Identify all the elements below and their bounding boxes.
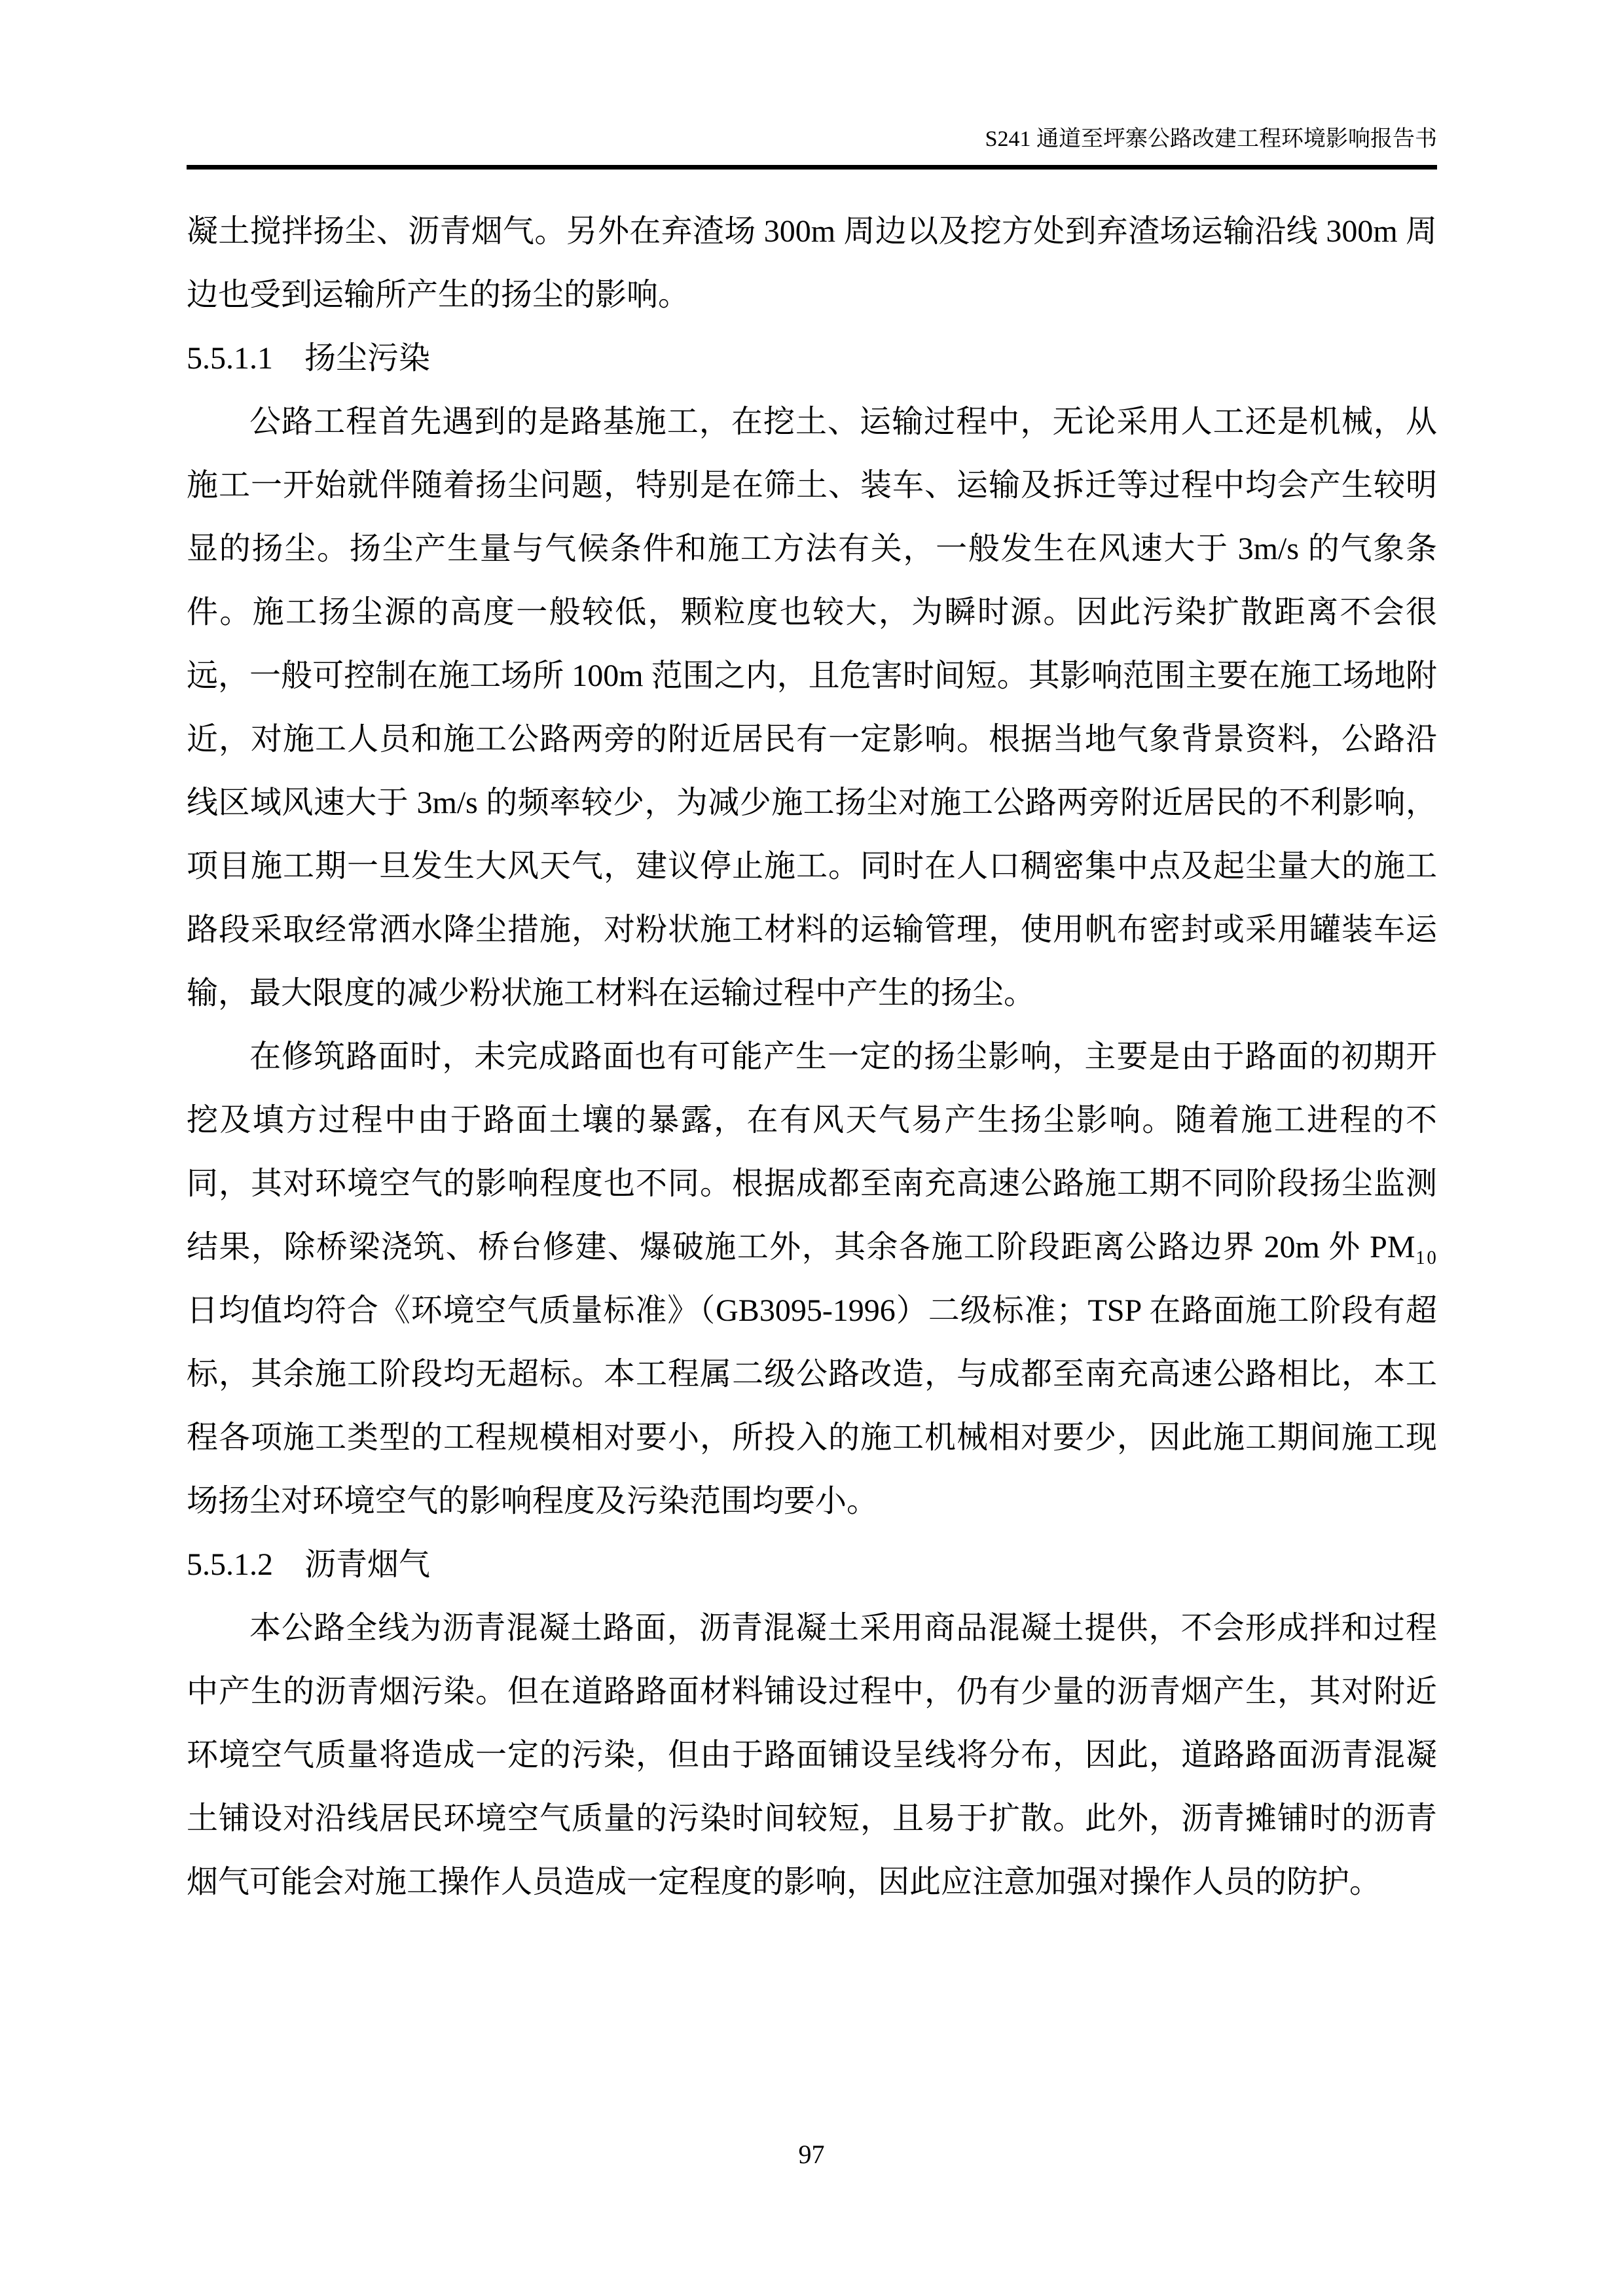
page-footer (0, 2139, 1623, 2170)
page-header (187, 126, 1437, 170)
document-body (187, 200, 1437, 1914)
header-title: S241 通道至坪寨公路改建工程环境影响报告书 (985, 127, 1437, 151)
paragraph-dust-pollution: 公路工程首先遇到的是路基施工，在挖土、运输过程中，无论采用人工还是机械，从施工一开始就伴随着扬尘问题，特别是在筛土、装车、运输及拆迁等过程中均会产生较明显的扬尘。扬尘产生量与气候条件和施工方法有关，一般发生在风速大于 3m/s 的气象条件。施工扬尘源的高度一般较低，颗粒度也较大，为瞬时源。因此污染扩散距离不会很远，一般可控制在施工场所 100m 范围之内，且危害时间短。其影响范围主要在施工场地附近，对施工人员和施工公路两旁的附近居民有一定影响。根据当地气象背景资料，公路沿线区域风速大于 3m/s 的频率较少，为减少施工扬尘对施工公路两旁附近居民的不利影响，项目施工期一旦发生大风天气，建议停止施工。同时在人口稠密集中点及起尘量大的施工路段采取经常洒水降尘措施，对粉状施工材料的运输管理，使用帆布密封或采用罐装车运输，最大限度的减少粉状施工材料在运输过程中产生的扬尘。 (187, 404, 1437, 1011)
paragraph-asphalt-fume: 本公路全线为沥青混凝土路面，沥青混凝土采用商品混凝土提供，不会形成拌和过程中产生的沥青烟污染。但在道路路面材料铺设过程中，仍有少量的沥青烟产生，其对附近环境空气质量将造成一定的污染，但由于路面铺设呈线将分布，因此，道路路面沥青混凝土铺设对沿线居民环境空气质量的污染时间较短，且易于扩散。此外，沥青摊铺时的沥青烟气可能会对施工操作人员造成一定程度的影响，因此应注意加强对操作人员的防护。 (187, 1611, 1437, 1899)
paragraph-road-surface-dust: 在修筑路面时，未完成路面也有可能产生一定的扬尘影响，主要是由于路面的初期开挖及填方过程中由于路面土壤的暴露，在有风天气易产生扬尘影响。随着施工进程的不同，其对环境空气的影响程度也不同。根据成都至南充高速公路施工期不同阶段扬尘监测结果，除桥梁浇筑、桥台修建、爆破施工外，其余各施工阶段距离公路边界 20m 外 PM₁₀ 日均值均符合《环境空气质量标准》（GB3095-1996）二级标准；TSP 在路面施工阶段有超标，其余施工阶段均无超标。本工程属二级公路改造，与成都至南充高速公路相比，本工程各项施工类型的工程规模相对要小，所投入的施工机械相对要少，因此施工期间施工现场扬尘对环境空气的影响程度及污染范围均要小。 (187, 1039, 1437, 1518)
paragraph-continuation: 凝土搅拌扬尘、沥青烟气。另外在弃渣场 300m 周边以及挖方处到弃渣场运输沿线 300m 周边也受到运输所产生的扬尘的影响。 (187, 214, 1437, 312)
page-number: 97 (798, 2140, 825, 2169)
section-heading-5-5-1-1: 5.5.1.1 扬尘污染 (187, 341, 431, 376)
section-heading-5-5-1-2: 5.5.1.2 沥青烟气 (187, 1547, 431, 1582)
